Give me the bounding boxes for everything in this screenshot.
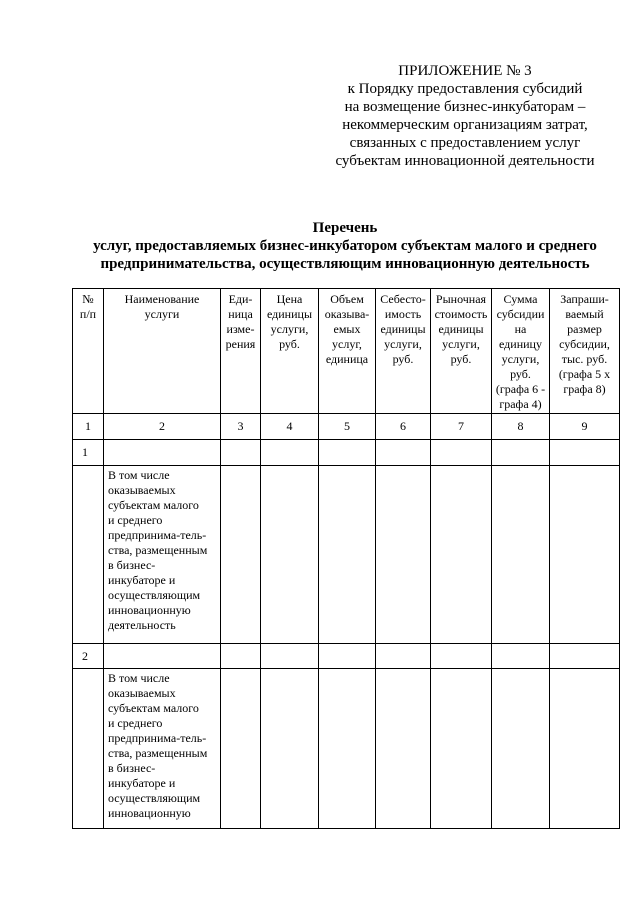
table-row: [73, 644, 620, 669]
header-line: Запраши-: [560, 292, 609, 306]
table-cell: [104, 644, 221, 669]
description-line: предпринима-тель-: [108, 731, 207, 745]
table-cell: [73, 466, 104, 644]
description-line: предпринима-тель-: [108, 528, 207, 542]
table-cell: [550, 669, 620, 829]
document-title: [60, 219, 630, 273]
description-line: в бизнес-: [108, 558, 156, 572]
header-line: руб.: [510, 367, 531, 381]
services-table: [72, 288, 620, 829]
description-line: инновационную: [108, 806, 191, 820]
header-line: размер: [567, 322, 602, 336]
appendix-line: к Порядку предоставления субсидий: [347, 81, 583, 97]
description-line: инкубаторе и: [108, 776, 176, 790]
table-cell: [376, 466, 431, 644]
header-line: субсидии,: [559, 337, 610, 351]
description-line: и среднего: [108, 513, 163, 527]
service-description: [104, 669, 221, 829]
table-cell: [431, 466, 492, 644]
column-number: 8: [492, 414, 550, 440]
column-number: 9: [550, 414, 620, 440]
table-cell: [492, 644, 550, 669]
table-cell: [221, 644, 261, 669]
table-cell: [550, 440, 620, 466]
appendix-block: [330, 62, 600, 170]
header-line: руб.: [450, 352, 472, 366]
table-cell: [550, 466, 620, 644]
header-cell: [319, 289, 376, 414]
column-number-row: [73, 414, 620, 440]
header-line: единицы: [380, 322, 426, 336]
header-line: услуги,: [270, 322, 309, 336]
header-line: оказыва-: [324, 307, 370, 321]
table-row: [73, 669, 620, 829]
header-line: п/п: [79, 307, 97, 321]
appendix-line: связанных с предоставлением услуг: [349, 135, 581, 151]
table-cell: [492, 669, 550, 829]
description-line: субъектам малого: [108, 498, 199, 512]
table-cell: [376, 440, 431, 466]
header-line: (графа 6 -: [495, 382, 546, 396]
description-line: и среднего: [108, 716, 163, 730]
description-line: осуществляющим: [108, 791, 201, 805]
header-line: на: [514, 322, 527, 336]
table-row: [73, 440, 620, 466]
header-line: тыс. руб.: [561, 352, 608, 366]
table-cell: [431, 440, 492, 466]
description-line: инновационную: [108, 603, 191, 617]
header-cell: [492, 289, 550, 414]
table-cell: [319, 466, 376, 644]
column-number: 5: [319, 414, 376, 440]
header-line: услуги,: [442, 337, 480, 351]
header-line: №: [82, 292, 94, 306]
header-line: графа 4): [499, 397, 542, 411]
column-number: 4: [261, 414, 319, 440]
header-cell: [550, 289, 620, 414]
header-line: единицы: [266, 307, 313, 321]
header-line: Объем: [330, 292, 364, 306]
table-cell: [221, 669, 261, 829]
appendix-line: некоммерческим организациям затрат,: [342, 117, 588, 133]
description-line: оказываемых: [108, 686, 176, 700]
header-line: (графа 5 х: [558, 367, 611, 381]
header-cell: [73, 289, 104, 414]
table-cell: [261, 644, 319, 669]
header-line: субсидии: [496, 307, 545, 321]
header-line: единицы: [438, 322, 484, 336]
header-line: услуги,: [501, 352, 540, 366]
appendix-line: субъектам инновационной деятельности: [335, 153, 595, 169]
table-cell: [431, 669, 492, 829]
table-cell: [431, 644, 492, 669]
table-cell: [73, 669, 104, 829]
description-line: деятельность: [108, 618, 176, 632]
table-cell: [550, 644, 620, 669]
description-line: ства, размещенным: [108, 543, 208, 557]
header-line: Еди-: [228, 292, 253, 306]
column-number: 3: [221, 414, 261, 440]
title-heading: Перечень: [312, 220, 378, 236]
header-line: руб.: [279, 337, 300, 351]
description-line: субъектам малого: [108, 701, 199, 715]
header-line: Себесто-: [380, 292, 426, 306]
table-cell: [492, 466, 550, 644]
header-line: единицу: [499, 337, 542, 351]
header-line: Цена: [276, 292, 303, 306]
header-line: руб.: [392, 352, 414, 366]
table-cell: [319, 669, 376, 829]
header-line: Рыночная: [435, 292, 487, 306]
appendix-line: на возмещение бизнес-инкубаторам –: [344, 99, 586, 115]
header-row: [73, 289, 620, 414]
description-line: В том числе: [108, 671, 170, 685]
table-cell: [221, 440, 261, 466]
header-line: Сумма: [503, 292, 538, 306]
column-number: 1: [73, 414, 104, 440]
column-number: 6: [376, 414, 431, 440]
column-number: 7: [431, 414, 492, 440]
header-line: услуги,: [384, 337, 422, 351]
table-cell: [492, 440, 550, 466]
header-line: емых: [333, 322, 361, 336]
description-line: ства, размещенным: [108, 746, 208, 760]
table-cell: [261, 669, 319, 829]
description-line: инкубаторе и: [108, 573, 176, 587]
table-cell: [261, 440, 319, 466]
appendix-heading: ПРИЛОЖЕНИЕ № 3: [398, 63, 532, 79]
header-line: единица: [325, 352, 369, 366]
table-cell: [376, 669, 431, 829]
row-number: 2: [73, 644, 104, 669]
title-line: предпринимательства, осуществляющим инновационную деятельность: [100, 256, 590, 272]
table-cell: [104, 440, 221, 466]
service-description: [104, 466, 221, 644]
header-line: услуг,: [332, 337, 362, 351]
table-cell: [376, 644, 431, 669]
header-cell: [431, 289, 492, 414]
row-number: 1: [73, 440, 104, 466]
table-row: [73, 466, 620, 644]
header-line: услуги: [144, 307, 180, 321]
header-line: Наименование: [124, 292, 200, 306]
description-line: осуществляющим: [108, 588, 201, 602]
header-line: рения: [225, 337, 256, 351]
header-cell: [221, 289, 261, 414]
header-line: ница: [228, 307, 253, 321]
header-line: графа 8): [563, 382, 606, 396]
header-line: ваемый: [565, 307, 604, 321]
header-cell: [104, 289, 221, 414]
header-line: стоимость: [434, 307, 488, 321]
header-line: имость: [384, 307, 422, 321]
description-line: в бизнес-: [108, 761, 156, 775]
table-cell: [261, 466, 319, 644]
table-cell: [319, 644, 376, 669]
description-line: оказываемых: [108, 483, 176, 497]
description-line: В том числе: [108, 468, 170, 482]
table-cell: [319, 440, 376, 466]
table-cell: [221, 466, 261, 644]
header-cell: [376, 289, 431, 414]
column-number: 2: [104, 414, 221, 440]
title-line: услуг, предоставляемых бизнес-инкубатором субъектам малого и среднего: [93, 238, 597, 254]
header-line: изме-: [226, 322, 255, 336]
header-cell: [261, 289, 319, 414]
